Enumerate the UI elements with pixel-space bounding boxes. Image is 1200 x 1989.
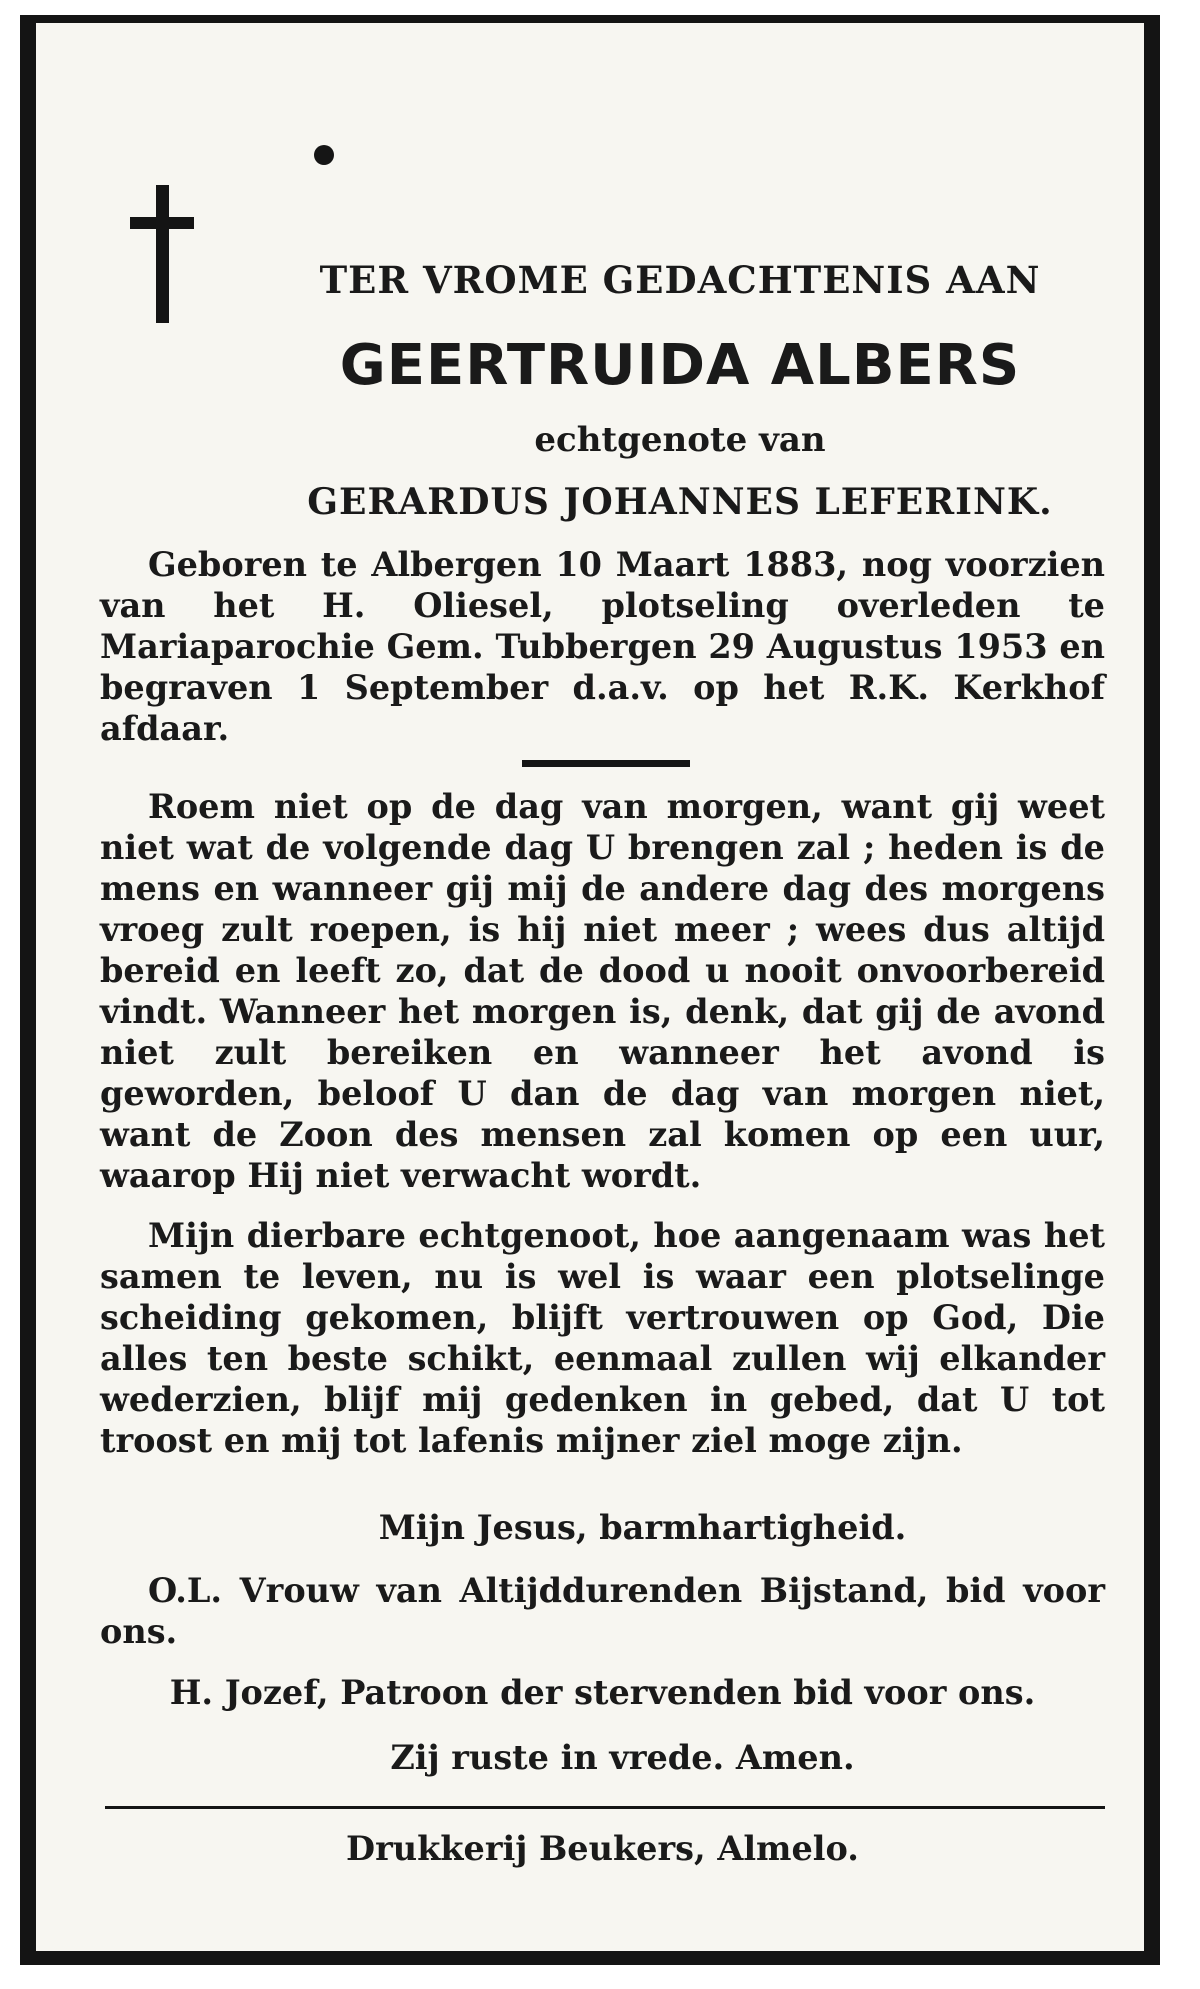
ink-dot — [314, 145, 334, 165]
farewell-paragraph: Mijn dierbare echtgenoot, hoe aangenaam was het samen te leven, nu is wel is waar een plotselinge scheiding gekomen, blijft vertrouwen op God, Die alles ten beste schikt, eenmaal zullen wij elkander wederzien, blijf mij gedenken in gebed, dat U tot troost en mij tot lafenis mijner ziel moge zijn. — [100, 1216, 1105, 1460]
prayer-mary: O.L. Vrouw van Altijddurenden Bijstand, bid voor ons. — [100, 1571, 1105, 1651]
scripture-paragraph: Roem niet op de dag van morgen, want gij weet niet wat de volgende dag U brengen zal ; heden is de mens en wanneer gij mij de andere dag des morgens vroeg zult roepen, is hij niet meer ; wees dus altijd bereid en leeft zo, dat de dood u nooit onvoorbereid vindt. Wanneer het morgen is, denk, dat gij de avond niet zult bereiken en wanneer het avond is geworden, beloof U dan de dag van morgen niet, want de Zoon des mensen zal komen op een uur, waarop Hij niet verwacht wordt. — [100, 787, 1105, 1195]
cross-icon — [130, 185, 194, 323]
memorial-intro: TER VROME GEDACHTENIS AAN — [319, 258, 1041, 302]
bottom-divider — [105, 1806, 1105, 1809]
spouse-relation: echtgenote van — [534, 420, 826, 460]
prayer-joseph: H. Jozef, Patroon der stervenden bid voor ons. — [169, 1673, 1036, 1712]
birth-death-paragraph: Geboren te Albergen 10 Maart 1883, nog voorzien van het H. Oliesel, plotseling overleden te Mariaparochie Gem. Tubbergen 29 Augustus 1953 en begraven 1 September d.a.v. op het R.K. Kerkhof afdaar. — [100, 545, 1105, 748]
spouse-name: GERARDUS JOHANNES LEFERINK. — [307, 481, 1053, 523]
short-divider — [522, 760, 690, 767]
printer-credit: Drukkerij Beukers, Almelo. — [346, 1829, 859, 1868]
rest-in-peace: Zij ruste in vrede. Amen. — [390, 1738, 855, 1777]
deceased-name: GEERTRUIDA ALBERS — [339, 333, 1021, 398]
prayer-jesus: Mijn Jesus, barmhartigheid. — [378, 1508, 907, 1547]
